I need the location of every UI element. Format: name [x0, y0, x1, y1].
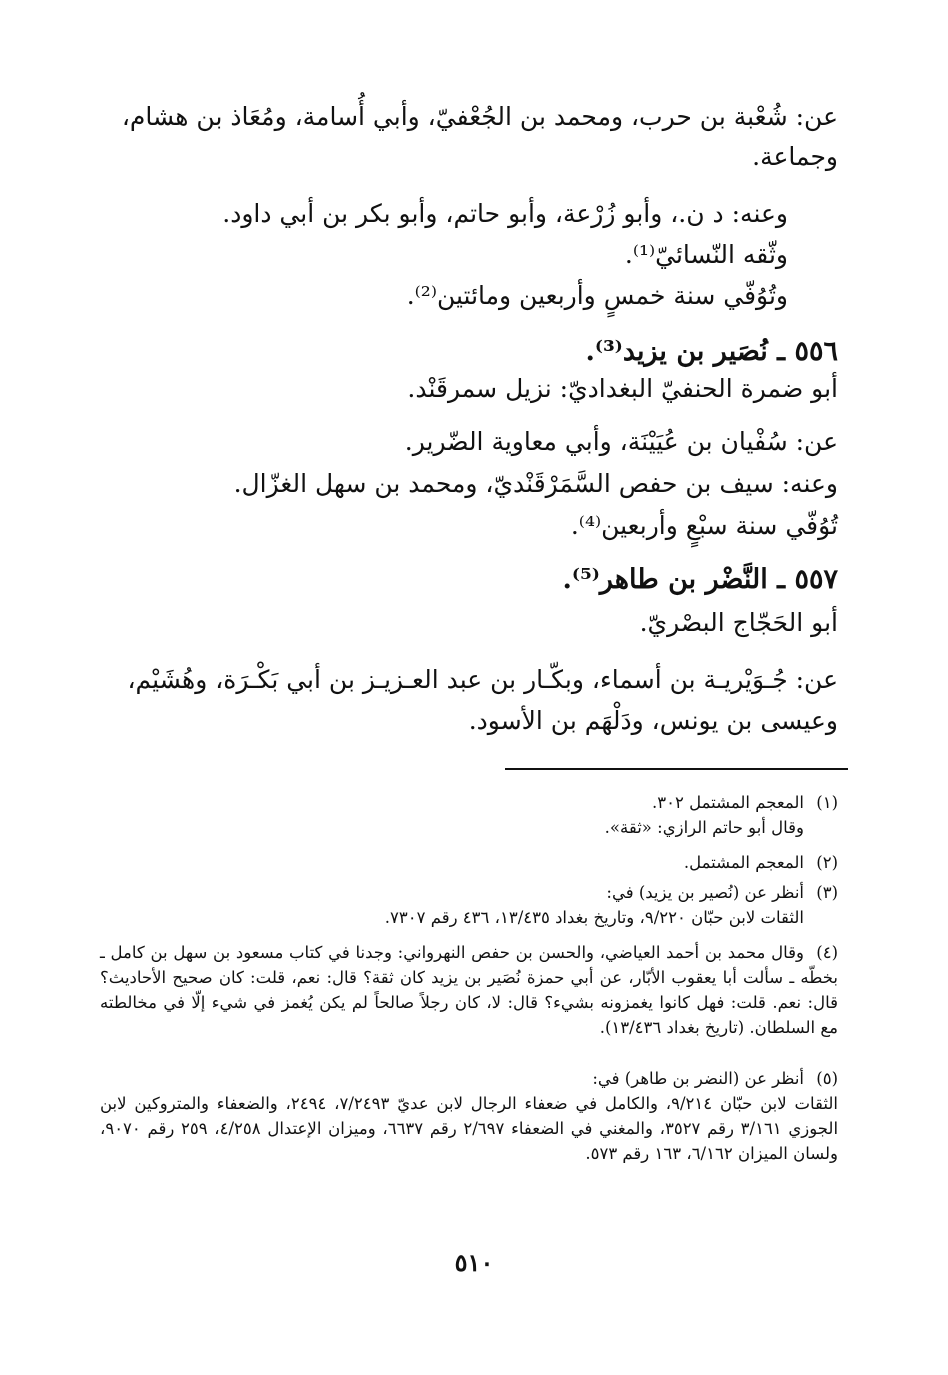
text-line: وجماعة. — [752, 142, 838, 171]
footnote-5 — [100, 1066, 838, 1166]
text-line: أبو الحَجّاج البصْريّ. — [639, 608, 838, 637]
text-line: وثّقه النّسائيّ⁽¹⁾. — [624, 240, 788, 269]
footnote-1 — [100, 790, 838, 840]
footnote-number: (٤) — [816, 943, 838, 962]
footnote-text: وقال محمد بن أحمد العياضي، والحسن بن حفص النهرواني: وجدنا في كتاب مسعود بن سهل بن كامل ـ بخطّه ـ سألت أبا يعقوب الأبّار، عن أبي حمزة نُصَير بن يزيد كان ثقة؟ قال: نعم، قلت: كان صحيح الأحاديث؟ قال: نعم. قلت: فهل كانوا يغمزونه بشيء؟ قال: لا، كان رجلاً صالحاً لم يكن يُغمز في شيء إلّا في مخالطته مع السلطان. (تاريخ بغداد ١٣/٤٣٦). — [100, 943, 838, 1037]
text-line: عن: جُـوَيْريـة بن أسماء، وبكّـار بن عبد العـزيـز بن أبي بَكْـرَة، وهُشَيْم، — [127, 665, 838, 694]
footnote-text: المعجم المشتمل. — [683, 853, 804, 872]
text-line: أبو ضمرة الحنفيّ البغداديّ: نزيل سمرقَنْد. — [407, 374, 838, 403]
text-line: وعنه: د ن.، وأبو زُرْعة، وأبو حاتم، وأبو بكر بن أبي داود. — [222, 199, 788, 228]
text-line: عن: شُعْبة بن حرب، ومحمد بن الجُعْفيّ، وأبي أُسامة، ومُعَاذ بن هشام، — [121, 102, 838, 131]
footnote-4 — [100, 940, 838, 1040]
text-line: وتُوُفّي سنة خمسٍ وأربعين ومائتين⁽²⁾. — [406, 281, 788, 310]
footnote-text: أنظر عن (النضر بن طاهر) في: — [592, 1069, 804, 1088]
footnote-3 — [100, 880, 838, 930]
footnote-text: وقال أبو حاتم الرازي: «ثقة». — [604, 818, 804, 837]
footnote-separator — [505, 768, 848, 770]
entry-heading: ٥٥٦ ـ نُصَير بن يزيد⁽³⁾. — [585, 336, 838, 367]
footnote-text: الثقات لابن حبّان ٩/٢١٤، والكامل في ضعفاء الرجال لابن عديّ ٧/٢٤٩٣، ٢٤٩٤، والضعفاء والمتروكين لابن الجوزي ٣/١٦١ رقم ٣٥٢٧، والمغني في الضعفاء ٢/٦٩٧ رقم ٦٦٣٧، وميزان الإعتدال ٤/٢٥٨، ٢٥٩ رقم ٩٠٧٠، ولسان الميزان ٦/١٦٢، ١٦٣ رقم ٥٧٣. — [100, 1094, 839, 1163]
text-line: وعنه: سيف بن حفص السَّمَرْقَنْديّ، ومحمد بن سهل الغزّال. — [233, 469, 838, 498]
page-number: ٥١٠ — [454, 1248, 494, 1277]
footnote-number: (١) — [816, 793, 838, 812]
footnote-text: المعجم المشتمل ٣٠٢. — [652, 793, 804, 812]
text-line: عن: سُفْيان بن عُيَيْنَة، وأبي معاوية الضّرير. — [404, 427, 838, 456]
text-line: تُوُفّي سنة سبْعٍ وأربعين⁽⁴⁾. — [570, 511, 838, 540]
text-line: وعيسى بن يونس، ودَلْهَم بن الأسود. — [468, 706, 838, 735]
footnote-text: الثقات لابن حبّان ٩/٢٢٠، وتاريخ بغداد ١٣/٤٣٥، ٤٣٦ رقم ٧٣٠٧. — [384, 908, 804, 927]
footnote-number: (٥) — [816, 1069, 838, 1088]
footnote-text: أنظر عن (نُصير بن يزيد) في: — [606, 883, 804, 902]
footnote-2 — [100, 850, 838, 875]
entry-heading: ٥٥٧ ـ النَّضْر بن طاهر⁽⁵⁾. — [562, 564, 838, 595]
footnote-number: (٢) — [816, 853, 838, 872]
footnote-number: (٣) — [816, 883, 838, 902]
